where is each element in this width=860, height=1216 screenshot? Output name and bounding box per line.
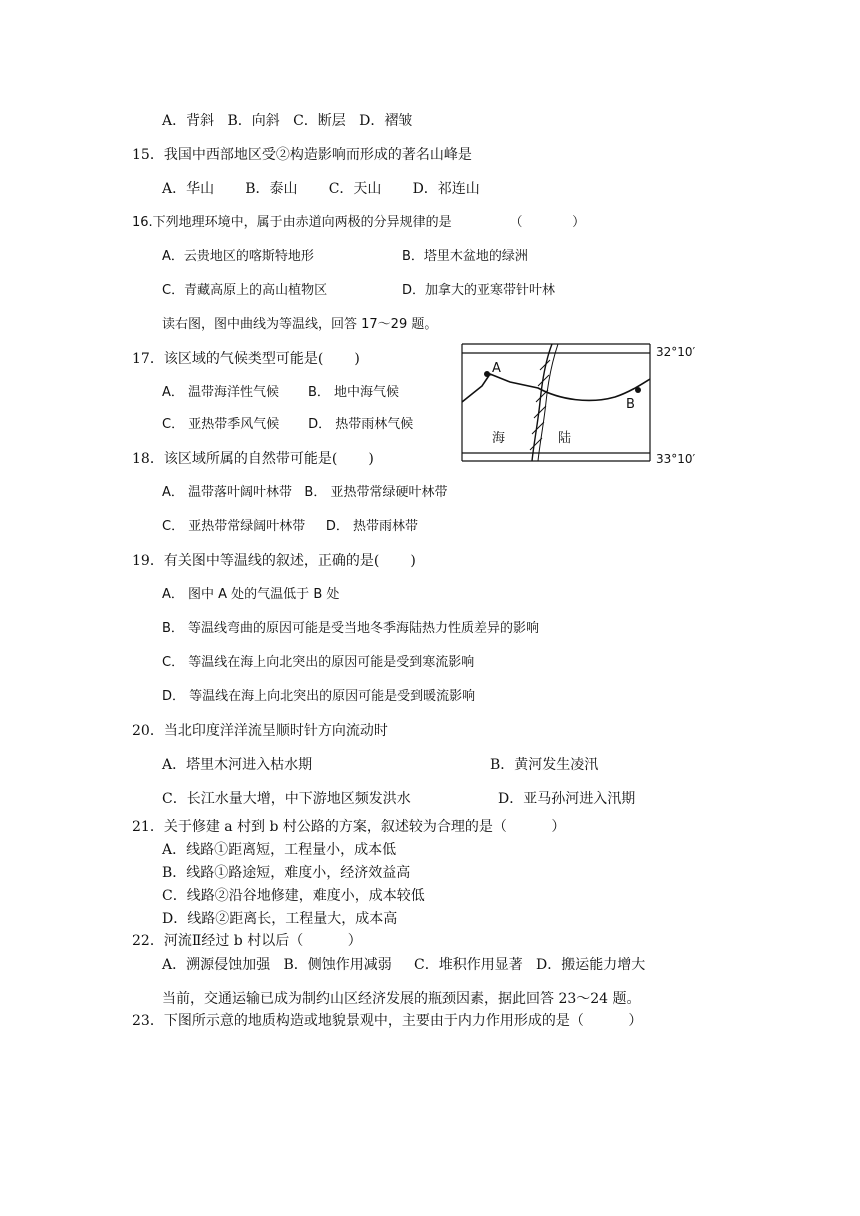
isotherm-line: [462, 374, 650, 402]
text-line: C．长江水量大增，中下游地区频发洪水: [162, 791, 411, 807]
text-line: 当前，交通运输已成为制约山区经济发展的瓶颈因素，据此回答 23～24 题。: [162, 991, 641, 1007]
text-line: C． 亚热带季风气候 D． 热带雨林气候: [162, 417, 414, 432]
text-line: D．线路②距离长，工程量大，成本高: [162, 911, 398, 927]
text-line: A． 图中 A 处的气温低于 B 处: [162, 587, 340, 602]
latitude-bottom-label: 33°10′: [656, 452, 696, 466]
text-line: A． 温带落叶阔叶林带 B． 亚热带常绿硬叶林带: [162, 485, 448, 500]
text-line: A．云贵地区的喀斯特地形: [162, 249, 314, 264]
point-b-marker: [635, 387, 641, 393]
text-line: 17．该区域的气候类型可能是( ): [132, 351, 360, 367]
text-line: D．加拿大的亚寒带针叶林: [402, 283, 556, 298]
text-line: 20．当北印度洋洋流呈顺时针方向流动时: [132, 723, 388, 739]
text-line: A．溯源侵蚀加强 B．侧蚀作用减弱 C．堆积作用显著 D．搬运能力增大: [162, 957, 646, 973]
text-line: 15．我国中西部地区受②构造影响而形成的著名山峰是: [132, 147, 472, 163]
text-line: A．华山 B．泰山 C．天山 D．祁连山: [162, 181, 480, 197]
text-line: 16.下列地理环境中，属于由赤道向两极的分异规律的是 （ ）: [132, 215, 586, 230]
text-line: B．塔里木盆地的绿洲: [402, 249, 528, 264]
text-line: 21．关于修建 a 村到 b 村公路的方案，叙述较为合理的是（ ）: [132, 819, 566, 835]
isotherm-map: [460, 342, 710, 472]
text-line: C．线路②沿谷地修建，难度小，成本较低: [162, 888, 425, 904]
text-line: A．线路①距离短，工程量小，成本低: [162, 842, 397, 858]
sea-label: 海: [492, 431, 506, 446]
coastline: [530, 344, 558, 461]
text-line: B．线路①路途短，难度小，经济效益高: [162, 865, 411, 881]
text-line: A．塔里木河进入枯水期: [162, 757, 313, 773]
text-line: 22．河流Ⅱ经过 b 村以后（ ）: [132, 933, 362, 949]
latitude-top-label: 32°10′: [656, 345, 696, 359]
text-line: C． 等温线在海上向北突出的原因可能是受到寒流影响: [162, 655, 475, 670]
text-line: 19．有关图中等温线的叙述，正确的是( ): [132, 553, 416, 569]
text-line: C．青藏高原上的高山植物区: [162, 283, 328, 298]
text-line: 18．该区域所属的自然带可能是( ): [132, 451, 374, 467]
point-a-marker: [484, 371, 490, 377]
text-line: B．黄河发生凌汛: [490, 757, 599, 773]
point-a-label: A: [492, 361, 501, 376]
text-line: 读右图，图中曲线为等温线，回答 17～29 题。: [162, 317, 438, 332]
text-line: D． 等温线在海上向北突出的原因可能是受到暖流影响: [162, 689, 476, 704]
land-label: 陆: [558, 431, 572, 446]
point-b-label: B: [626, 397, 635, 412]
text-line: D．亚马孙河进入汛期: [498, 791, 636, 807]
text-line: C． 亚热带常绿阔叶林带 D． 热带雨林带: [162, 519, 419, 534]
text-line: 23．下图所示意的地质构造或地貌景观中，主要由于内力作用形成的是（ ）: [132, 1013, 643, 1029]
text-line: A．背斜 B．向斜 C．断层 D．褶皱: [162, 113, 413, 129]
map-frame: [462, 344, 650, 461]
text-line: B． 等温线弯曲的原因可能是受当地冬季海陆热力性质差异的影响: [162, 621, 540, 636]
text-line: A． 温带海洋性气候 B． 地中海气候: [162, 385, 400, 400]
